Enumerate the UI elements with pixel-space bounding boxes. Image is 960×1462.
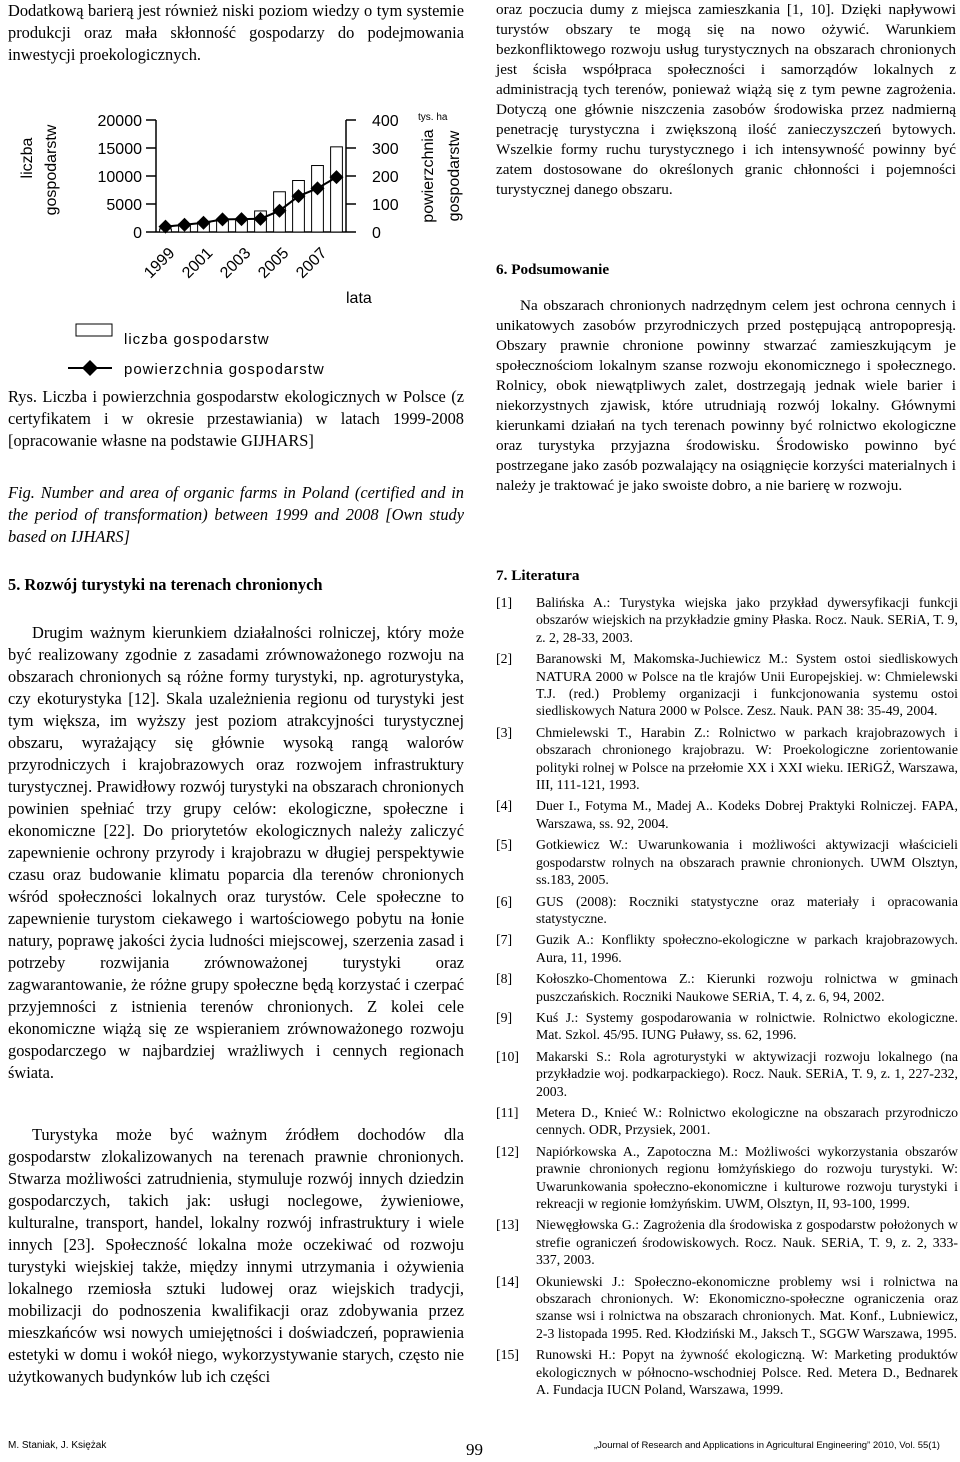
legend-diamond-marker: [82, 360, 98, 376]
reference-text: Metera D., Knieć W.: Rolnictwo ekologiczne na obszarach przyrodniczo cennych. ODR, Przysiek, 2001.: [536, 1104, 958, 1138]
right-axis-tick-label: 200: [372, 169, 399, 186]
reference-item: [496, 1009, 958, 1044]
right-paragraph-continuation: oraz poczucia dumy z miejsca zamieszkania [1, 10]. Dzięki napływowi turystów obszary te mogą się na nowo ożywić. Warunkiem bezkonfliktowego rozwoju usług turystycznych na obszarach chronionych jest ścisła współpraca społeczności i samorządów lokalnych z administracją tych terenów, ponieważ wiążą się z tym pewne zagrożenia. Dotyczą one głównie niszczenia zasobów środowiska przez nadmierną penetrację turystyczna i zwiększoną ilość zanieczyszczeń bytowych. Wszelkie formy ruchu turystycznego i ich intensywność powinny być zatem dostosowane do określonych granic chłonności i pojemności turystycznej danego obszaru.: [496, 1, 956, 198]
left-axis-label-line2: gospodarstw: [43, 124, 60, 216]
section-5-heading: 5. Rozwój turystyki na terenach chronionych: [8, 575, 323, 594]
area-line: [166, 177, 337, 227]
left-axis-tick-label: 0: [133, 225, 142, 242]
legend-bar-swatch: [76, 324, 112, 336]
section-5-paragraph-2: Turystyka może być ważnym źródłem dochodów dla gospodarstw zlokalizowanych na terenach prawnie chronionych. Stwarza możliwości zatrudnienia, stymuluje rozwój innych dziedzin gospodarczych, takich jak: usługi noclegowe, żywieniowe, kulturalne, transport, handel, lokalny rozwój infrastruktury i wiele innych [23]. Społeczność lokalna może oczekiwać od rozwoju turystyki wiejskiej także, między innymi utrzymania i ożywienia lokalnego rzemiosła sztuki ludowej oraz wiejskich tradycji, mobilizacji do podnoszenia kwalifikacji oraz zdobywania przez mieszkańców wsi nowych umiejętności i doświadczeń, poprawienia estetyki w domu i wokół niego, wykorzystywanie starych, często nie użytkowanych budynków lub ich części: [8, 1125, 464, 1386]
bar: [331, 147, 343, 232]
reference-number: [2]: [496, 651, 513, 667]
reference-text: Runowski H.: Popyt na żywność ekologiczną. W: Marketing produktów ekologicznych w północno-wschodniej Polsce. Red. Metera D., Bednarek A. Fundacja IUCN Poland, Warszawa, 1999.: [536, 1347, 958, 1398]
reference-item: [496, 1216, 958, 1268]
reference-text: Baranowski M, Makomska-Juchiewicz M.: System ostoi siedliskowych NATURA 2000 w Polsce na tle krajów Unii Europejskiej. w: Chmielewski T.J. (red.) Problemy organizacji i funkcjonowania systemu ostoi siedliskowych Natura 2000 w Polsce. Zesz. Nauk. PAN 38: 35-49, 2004.: [536, 651, 958, 719]
reference-number: [13]: [496, 1217, 519, 1233]
reference-item: [496, 1346, 958, 1398]
reference-item: [496, 650, 958, 720]
right-axis-tick-label: 400: [372, 113, 399, 130]
page-number: 99: [466, 1440, 483, 1459]
reference-text: Guzik A.: Konflikty społeczno-ekologiczne w parkach krajobrazowych. Aura, 11, 1996.: [536, 932, 958, 965]
reference-text: Kuś J.: Systemy gospodarowania w rolnictwie. Rolnictwo ekologiczne. Mat. Szkol. 45/95. IUNG Puławy, ss. 62, 1996.: [536, 1009, 958, 1043]
reference-number: [3]: [496, 724, 513, 740]
reference-text: GUS (2008): Roczniki statystyczne oraz materiały i opracowania statystyczne.: [536, 893, 958, 926]
reference-number: [6]: [496, 893, 513, 909]
section-6-paragraph: Na obszarach chronionych nadrzędnym celem jest ochrona cennych i unikatowych zasobów przyrodniczych przed postępującą antropopresją. Obszary prawnie chronione powinny stwarzać zamieszkującym je społecznościom lokalnym szanse rozwoju ekonomicznego i społecznego. Rolnicy, obok niewątpliwych zalet, dostrzegają jednak wiele barier i niekorzystnych zjawisk, które utrudniają rozwój lokalny. Głównymi kierunkami działań na tych terenach powinny być rolnictwo ekologiczne oraz turystyka przyjazna środowisku. Środowisko powinno być postrzegane jako zasób pozwalający na osiągnięcie korzyści materialnych i należy je traktować je jako swoiste dobro, a nie barierę w rozwoju.: [496, 297, 956, 494]
right-axis-label-line1: powierzchnia: [420, 129, 437, 223]
footer-authors: M. Staniak, J. Księżak: [8, 1440, 107, 1451]
left-axis-label-line1: liczba: [19, 137, 36, 179]
reference-item: [496, 797, 958, 832]
reference-text: Duer I., Fotyma M., Madej A.. Kodeks Dobrej Praktyki Rolniczej. FAPA, Warszawa, ss. 92, 2004.: [536, 798, 958, 831]
left-axis-tick-label: 15000: [97, 141, 142, 158]
reference-item: [496, 1104, 958, 1139]
reference-number: [15]: [496, 1347, 519, 1363]
reference-number: [8]: [496, 971, 513, 987]
reference-number: [1]: [496, 595, 513, 610]
x-tick-label: 1999: [141, 244, 179, 282]
reference-number: [9]: [496, 1009, 513, 1025]
reference-text: Gotkiewicz W.: Uwarunkowania i możliwości aktywizacji właścicieli gospodarstw rolnych na obszarach prawnie chronionych. UWM Olsztyn, ss.183, 2005.: [536, 837, 958, 888]
x-tick-label: 2003: [217, 244, 255, 282]
bar: [293, 181, 305, 232]
reference-text: Chmielewski T., Harabin Z.: Rolnictwo w parkach krajobrazowych i obszarach chronionego krajobrazu. W: Proekologiczne zorientowanie polityki rolnej w Polsce na przełomie XX i XXI wieku. IERiGŻ, Warszawa, III, 111-121, 1993.: [536, 724, 958, 793]
reference-item: [496, 724, 958, 794]
section-5-paragraph-1: Drugim ważnym kierunkiem działalności rolniczej, który może być realizowany zgodnie z zasadami zrównoważonego rozwoju na obszarach chronionych są różne formy turystyki, np. agroturystyka, czy ekoturystyka [12]. Skala uzależnienia regionu od turystyki jest tym większa, im wyższy jest poziom atrakcyjności turystycznej obszaru, wyrażający się głównie wysoką rangą walorów przyrodniczych i krajobrazowych oraz rozwojem infrastruktury turystycznej. Prawidłowy rozwój turystyki na obszarach chronionych powinien spełniać trzy grupy celów: ekologiczne, społeczne i ekonomiczne [22]. Do priorytetów ekologicznych należy zaliczyć zapewnienie ochrony przyrody i krajobrazu w długiej perspektywie czasu oraz budowanie klimatu poparcia dla terenów chronionych wśród społeczności lokalnych oraz turystów. Cele społeczne to zapewnienie turystom ciekawego i wartościowego pobytu na łonie natury, poprawę jakości życia ludności miejscowej, szerzenia zasad i potrzeby rozwijania zrównoważonej turystyki oraz zagwarantowanie, że różne grupy społeczne będą korzystać i czerpać przyjemności z istnienia terenów chronionych. Z kolei cele ekonomiczne wiążą się ze wspieraniem zrównoważonego rozwoju gospodarczego w najbardziej wrażliwych i cennych regionach świata.: [8, 623, 464, 1082]
reference-item: [496, 1273, 958, 1343]
reference-item: [496, 1143, 958, 1213]
reference-number: [12]: [496, 1143, 519, 1159]
reference-text: Okuniewski J.: Społeczno-ekonomiczne problemy wsi i rolnictwa na obszarach chronionych. W: Ekonomiczno-społeczne ograniczenia oraz szanse wsi i rolnictwa na obszarach chronionych. Mat. Konf., Lubniewicz, 2-3 listopada 1995. Red. Kłodziński M., Jaksch T., SGGW Warszawa, 1995.: [536, 1273, 958, 1341]
reference-item: [496, 931, 958, 966]
section-6-heading: 6. Podsumowanie: [496, 261, 610, 278]
reference-text: Balińska A.: Turystyka wiejska jako przykład dywersyfikacji funkcji obszarów wiejskich na przykładzie gminy Płaska. Rocz. Nauk. SERiA, T. 9, z. 2, 28-33, 2003.: [536, 595, 958, 645]
right-axis-label-line2: gospodarstw: [446, 130, 463, 222]
reference-number: [5]: [496, 837, 513, 853]
left-axis-tick-label: 10000: [97, 169, 142, 186]
reference-item: [496, 893, 958, 928]
legend-bar-label: liczba gospodarstw: [124, 331, 270, 348]
x-tick-label: 2007: [293, 244, 331, 282]
x-tick-label: 2001: [179, 244, 217, 282]
left-axis-tick-label: 5000: [106, 197, 142, 214]
page-footer: [0, 1438, 960, 1462]
right-axis-tick-label: 100: [372, 197, 399, 214]
reference-item: [496, 594, 958, 646]
left-axis-tick-label: 20000: [97, 113, 142, 130]
reference-number: [4]: [496, 798, 513, 814]
x-tick-label: 2005: [255, 244, 293, 282]
bar: [312, 166, 324, 232]
legend-line-label: powierzchnia gospodarstw: [124, 361, 325, 378]
right-axis-tick-label: 300: [372, 141, 399, 158]
reference-list: [496, 594, 958, 1402]
x-axis-label: lata: [346, 290, 372, 307]
reference-text: Napiórkowska A., Zapotoczna M.: Możliwości wykorzystania obszarów prawnie chronionych regionu łomżyńskiego do rozwoju turystyki. W: Uwarunkowania społeczno-ekonomiczne i kulturowe rozwoju turystyki i rekreacji w regionie łomżyńskim. UWM, Olsztyn, II, 93-100, 1999.: [536, 1143, 958, 1211]
figure-caption-en: Fig. Number and area of organic farms in Poland (certified and in the period of transformation) between 1999 and 2008 [Own study based on IJHARS]: [8, 483, 464, 546]
reference-number: [7]: [496, 932, 513, 948]
reference-text: Niewęgłowska G.: Zagrożenia dla środowiska z gospodarstw położonych w strefie ograniczeń środowiskowych. Rocz. Nauk. SERiA, T. 9, z. 2, 333-337, 2003.: [536, 1217, 958, 1268]
reference-number: [10]: [496, 1048, 519, 1064]
figure-caption-pl: Rys. Liczba i powierzchnia gospodarstw ekologicznych w Polsce (z certyfikatem i w okresie przestawiania) w latach 1999-2008 [opracowanie własne na podstawie GIJHARS]: [8, 387, 464, 450]
reference-item: [496, 1048, 958, 1100]
section-7-heading: 7. Literatura: [496, 567, 580, 584]
right-axis-tick-label: 0: [372, 225, 381, 242]
reference-text: Kołoszko-Chomentowa Z.: Kierunki rozwoju rolnictwa w gminach puszczańskich. Roczniki Naukowe SERiA, T. 4, z. 6, 94, 2002.: [536, 971, 958, 1004]
reference-item: [496, 836, 958, 888]
reference-text: Makarski S.: Rola agroturystyki w aktywizacji rozwoju lokalnego (na przykładzie woj. podkarpackiego). Rocz. Nauk. SERiA, T. 9, z. 1, 227-232, 2003.: [536, 1048, 958, 1099]
right-axis-unit: tys. ha: [418, 112, 448, 123]
reference-number: [14]: [496, 1273, 519, 1289]
footer-journal: „Journal of Research and Applications in Agricultural Engineering” 2010, Vol. 55(1): [594, 1440, 940, 1451]
reference-number: [11]: [496, 1104, 519, 1120]
reference-item: [496, 970, 958, 1005]
intro-paragraph: Dodatkową barierą jest również niski poziom wiedzy o tym systemie produkcji oraz mała skłonność gospodarzy do podejmowania inwestycji proekologicznych.: [8, 1, 464, 64]
